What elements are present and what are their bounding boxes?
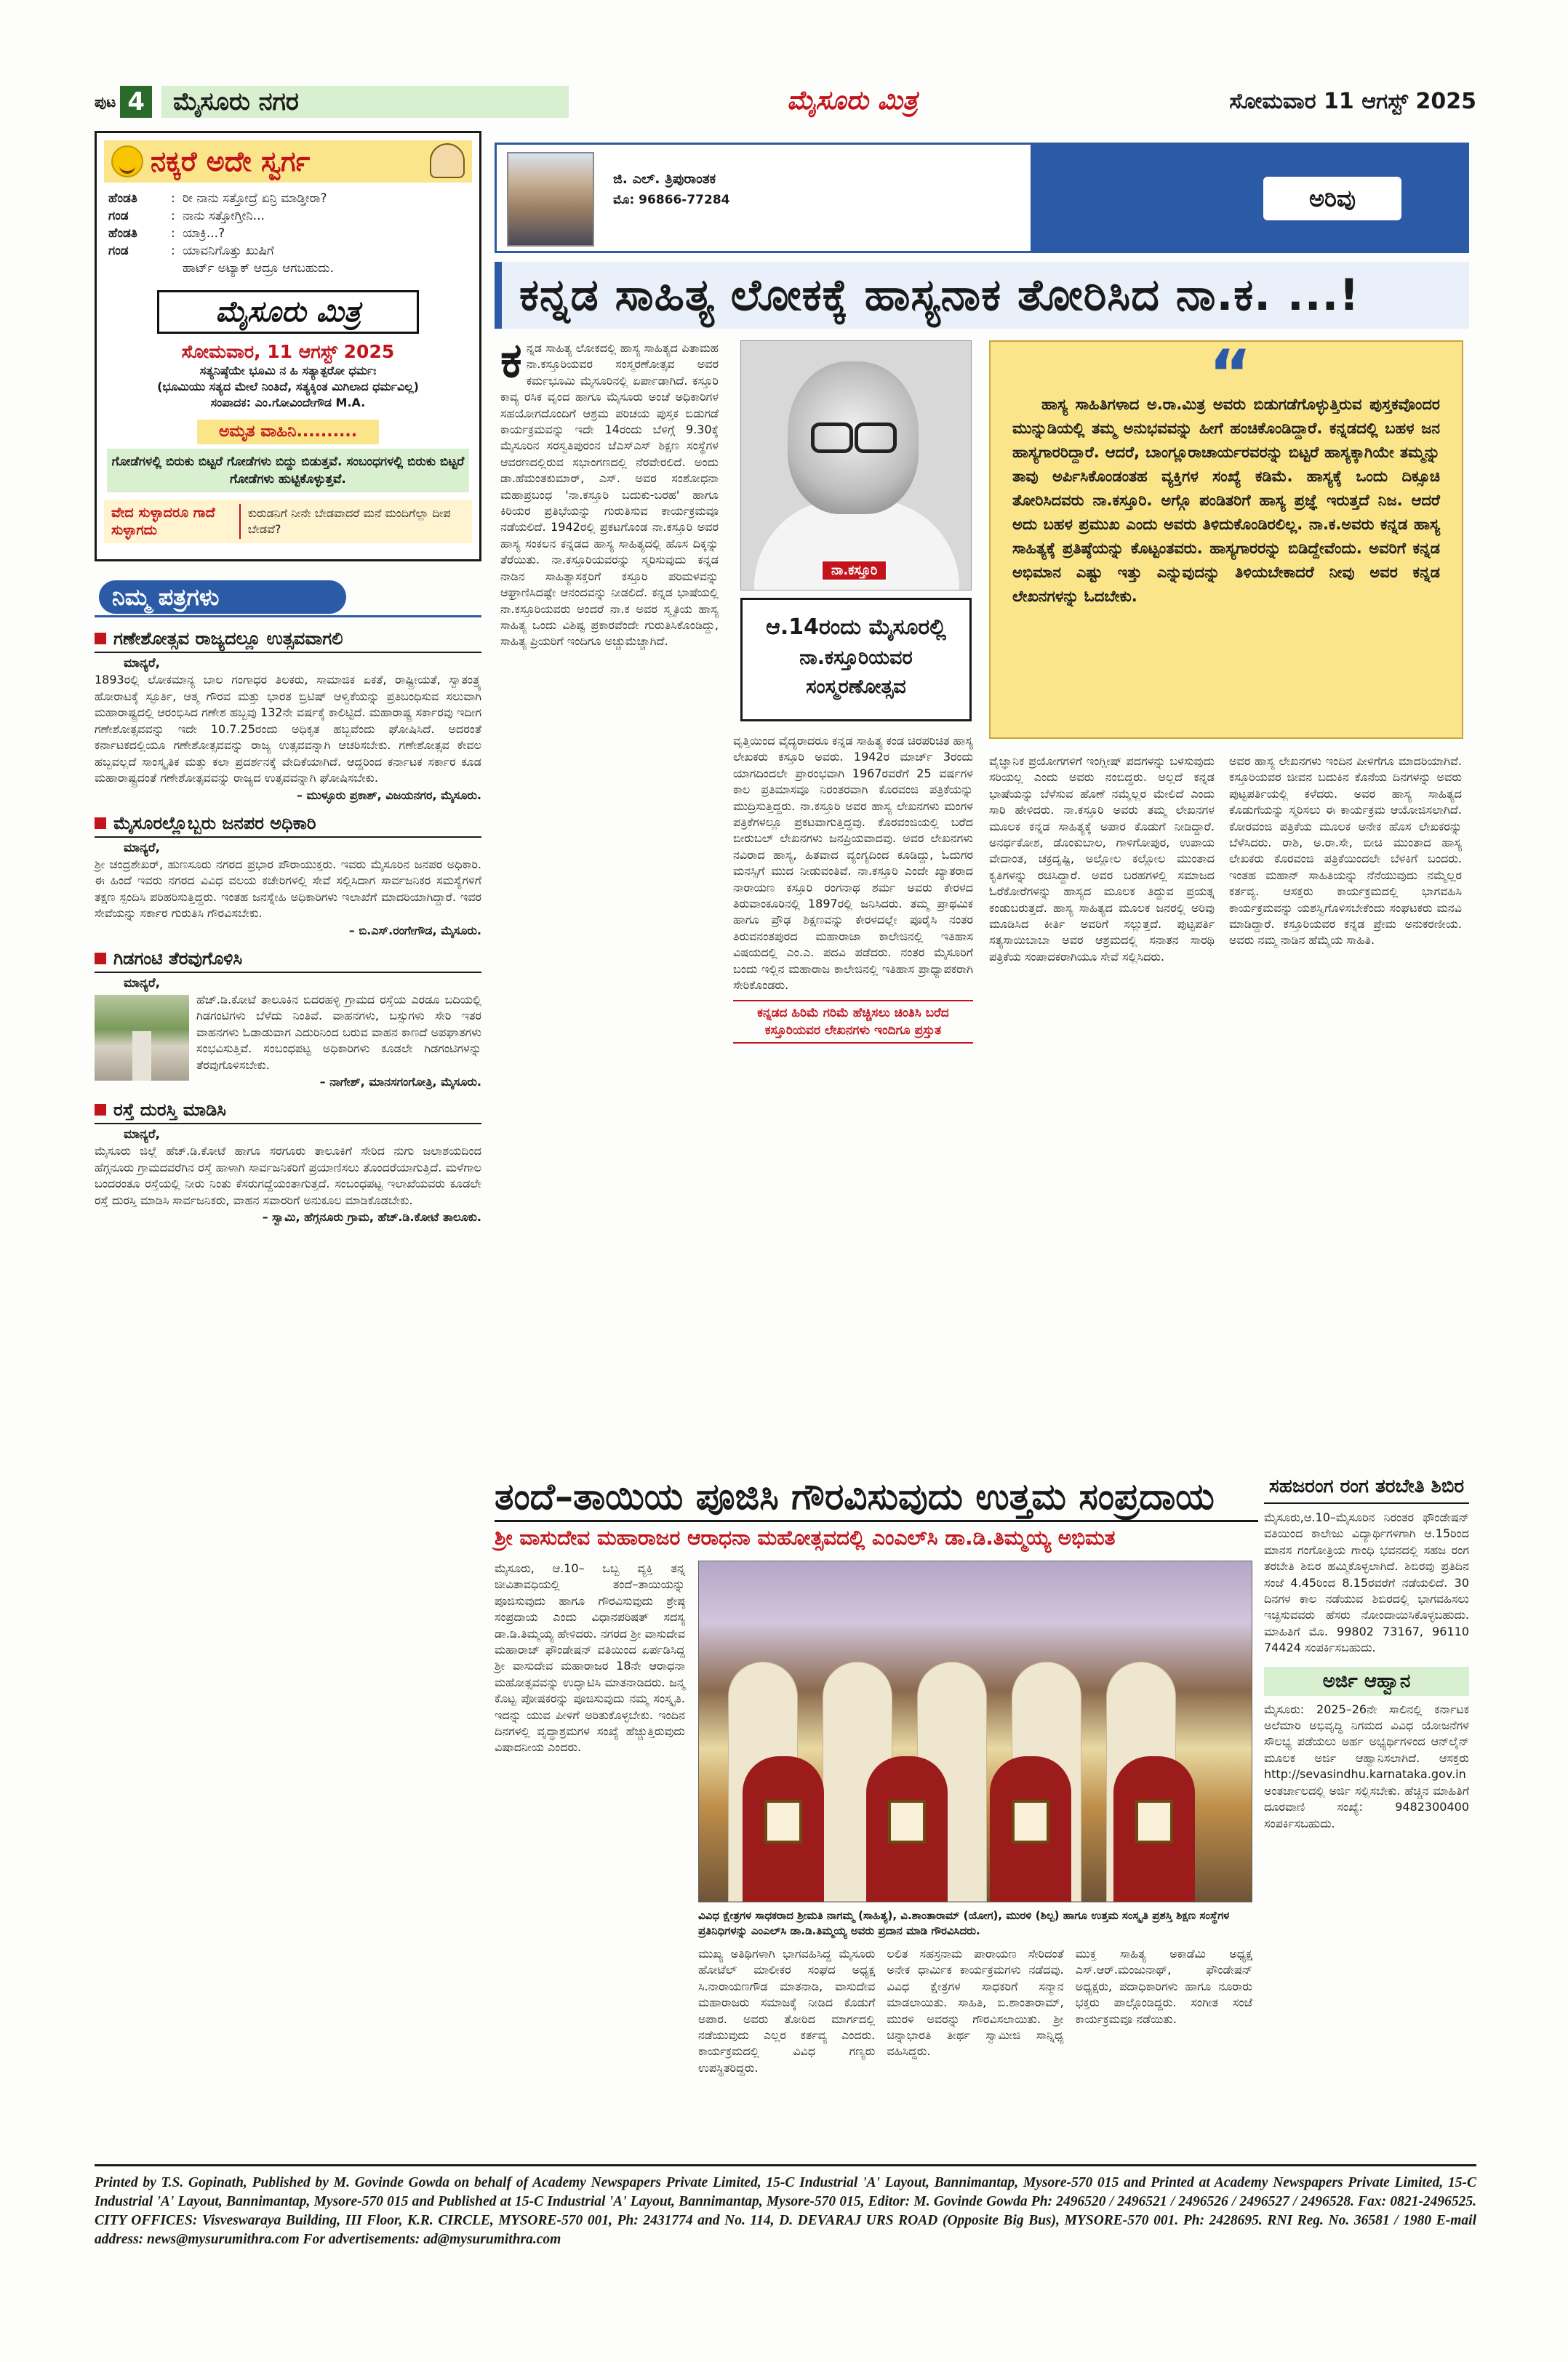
letter-item — [95, 813, 481, 938]
event-line: ನಾ.ಕಸ್ತೂರಿಯವರ — [799, 646, 913, 669]
proverb-text: ಕುರುಡನಿಗೆ ನೀನೇ ಬೇಡವಾದರೆ ಮನೆ ಮಂದಿಗೆಲ್ಲಾ ದೀಪ ಬೇಡವೆ? — [247, 506, 451, 536]
column-tag-box — [1031, 145, 1467, 251]
laughing-face-icon — [111, 145, 143, 177]
letter-signature: – ಬಿ.ಎಸ್.ರಂಗೇಗೌಡ, ಮೈಸೂರು. — [348, 923, 481, 937]
column-text: ಅವರ ಹಾಸ್ಯ ಲೇಖನಗಳು ಇಂದಿನ ಪೀಳಿಗೆಗೂ ಮಾದರಿಯಾಗಿವೆ. ಕಸ್ತೂರಿಯವರ ಜೀವನ ಬದುಕಿನ ಕೊನೆಯ ದಿನಗಳನ್ನು ಅವರು ಪುಟ್ಟಪರ್ತಿಯಲ್ಲಿ ಕಳೆದರು. ಅವರ ಹಾಸ್ಯ ಸಾಹಿತ್ಯದ ಕೊಡುಗೆಯನ್ನು ಸ್ಮರಿಸಲು ಈ ಕಾರ್ಯಕ್ರಮ ಆಯೋಜಿಸಲಾಗಿದೆ. ಕೋರವಂಜಿ ಪತ್ರಿಕೆಯ ಮೂಲಕ ಅನೇಕ ಹೊಸ ಲೇಖಕರನ್ನು ಬೆಳೆಸಿದರು. ರಾಶಿ, ಅ.ರಾ.ಸೇ, ಬೀಚಿ ಮುಂತಾದ ಹಾಸ್ಯ ಲೇಖಕರು ಕೊರವಂಜಿ ಪತ್ರಿಕೆಯಿಂದಲೇ ಬೆಳಕಿಗೆ ಬಂದರು. ಇಂತಹ ಮಹಾನ್ ಸಾಹಿತಿಯನ್ನು ನೆನೆಯುವುದು ನಮ್ಮೆಲ್ಲರ ಕರ್ತವ್ಯ. ಆಸಕ್ತರು ಕಾರ್ಯಕ್ರಮದಲ್ಲಿ ಭಾಗವಹಿಸಿ ಕಾರ್ಯಕ್ರಮವನ್ನು ಯಶಸ್ವಿಗೊಳಿಸಬೇಕೆಂದು ಸಂಘಟಕರು ಮನವಿ ಮಾಡಿದ್ದಾರೆ. ಕಸ್ತೂರಿಯವರ ಕನ್ನಡ ಪ್ರೇಮ ಅನುಕರಣೀಯ. ಅವರು ನಮ್ಮ ನಾಡಿನ ಹೆಮ್ಮೆಯ ಸಾಹಿತಿ. — [1229, 754, 1462, 948]
article-column — [733, 733, 973, 1049]
letter-title — [95, 628, 481, 653]
quote-text: ಹಾಸ್ಯ ಸಾಹಿತಿಗಳಾದ ಅ.ರಾ.ಮಿತ್ರ ಅವರು ಬಿಡುಗಡೆಗೊಳ್ಳುತ್ತಿರುವ ಪುಸ್ತಕವೊಂದರ ಮುನ್ನುಡಿಯಲ್ಲಿ ತಮ್ಮ ಅನುಭವವನ್ನು ಹೀಗೆ ಹಂಚಿಕೊಂಡಿದ್ದಾರೆ. ಕನ್ನಡದಲ್ಲಿ ಬಹಳ ಜನ ಹಾಸ್ಯಗಾರರಿದ್ದಾರೆ. ಆದರೆ, ಬಾಂಗ್ಲೂರಾಚಾರ್ಯರವರನ್ನು ಬಿಟ್ಟರೆ ಹಾಸ್ಯಕ್ಕಾಗಿಯೇ ತಮ್ಮನ್ನು ತಾವು ಅರ್ಪಿಸಿಕೊಂಡಂತಹ ವ್ಯಕ್ತಿಗಳ ಸಂಖ್ಯೆ ಕಡಿಮೆ. ಹಾಸ್ಯಕ್ಕೆ ಒಂದು ದಿಕ್ಸೂಚಿ ತೋರಿಸಿದವರು ನಾ.ಕಸ್ತೂರಿ. ಅಗ್ಗೊ ಪಂಡಿತರಿಗೆ ಹಾಸ್ಯ ಪ್ರಜ್ಞೆ ಇರುತ್ತದೆ ನಿಜ. ಆದರೆ ಅದು ಬಹಳ ಪ್ರಮುಖ ಎಂದು ಅವರು ತಿಳಿದುಕೊಂಡಿರಲಿಲ್ಲ. ನಾ.ಕ.ಅವರು ಕನ್ನಡ ಹಾಸ್ಯ ಸಾಹಿತ್ಯಕ್ಕೆ ಪ್ರತಿಷ್ಠೆಯನ್ನು ಕೊಟ್ಟಂತವರು. ಹಾಸ್ಯಗಾರರನ್ನು ಬಿಡಿದ್ದೇವೆಂದು. ಅವರಿಗೆ ಕನ್ನಡ ಅಭಿಮಾನ ಎಷ್ಟು ಇತ್ತು ಎನ್ನುವುದನ್ನು ತಿಳಿಯಬೇಕಾದರೆ ನೀವು ಅವರ ಕನ್ನಡ ಲೇಖನಗಳನ್ನು ಓದಬೇಕು. — [1012, 396, 1440, 605]
event-column: ಮೈಸೂರು, ಆ.10– ಒಬ್ಬ ವ್ಯಕ್ತಿ ತನ್ನ ಜೀವಿತಾವಧಿಯಲ್ಲಿ ತಂದೆ–ತಾಯಿಯನ್ನು ಪೂಜಿಸುವುದು ಹಾಗೂ ಗೌರವಿಸುವುದು ಶ್ರೇಷ್ಠ ಸಂಪ್ರದಾಯ ಎಂದು ವಿಧಾನಪರಿಷತ್ ಸದಸ್ಯ ಡಾ.ಡಿ.ತಿಮ್ಮಯ್ಯ ಹೇಳಿದರು. ನಗರದ ಶ್ರೀ ವಾಸುದೇವ ಮಹಾರಾಜ್ ಫೌಂಡೇಷನ್ ವತಿಯಿಂದ ಏರ್ಪಡಿಸಿದ್ದ ಶ್ರೀ ವಾಸುದೇವ ಮಹಾರಾಜರ 18ನೇ ಆರಾಧನಾ ಮಹೋತ್ಸವವನ್ನು ಉದ್ಘಾಟಿಸಿ ಮಾತನಾಡಿದರು. ಜನ್ಮ ಕೊಟ್ಟ ಪೋಷಕರನ್ನು ಪೂಜಿಸುವುದು ನಮ್ಮ ಸಂಸ್ಕೃತಿ. ಇದನ್ನು ಯುವ ಪೀಳಿಗೆ ಅರಿತುಕೊಳ್ಳಬೇಕು. ಇಂದಿನ ದಿನಗಳಲ್ಲಿ ವೃದ್ಧಾಶ್ರಮಗಳ ಸಂಖ್ಯೆ ಹೆಚ್ಚುತ್ತಿರುವುದು ವಿಷಾದನೀಯ ಎಂದರು. — [495, 1561, 685, 1755]
letter-signature: – ಸ್ವಾಮಿ, ಹೆಗ್ಗನೂರು ಗ್ರಾಮ, ಹೆಚ್.ಡಿ.ಕೋಟೆ ತಾಲೂಕು. — [262, 1210, 481, 1224]
letter-title-text: ಮೈಸೂರಲ್ಲೊಬ್ಬರು ಜನಪರ ಅಧಿಕಾರಿ — [113, 812, 316, 833]
notice-body: ಮೈಸೂರು: 2025–26ನೇ ಸಾಲಿನಲ್ಲಿ ಕರ್ನಾಟಕ ಅಲೆಮಾರಿ ಅಭಿವೃದ್ಧಿ ನಿಗಮದ ವಿವಿಧ ಯೋಜನೆಗಳ ಸೌಲಭ್ಯ ಪಡೆಯಲು ಅರ್ಹ ಅಭ್ಯರ್ಥಿಗಳಿಂದ ಆನ್‌ಲೈನ್ ಮೂಲಕ ಅರ್ಜಿ ಆಹ್ವಾನಿಸಲಾಗಿದೆ. ಆಸಕ್ತರು http://sevasindhu.karnataka.gov.in ಅಂತರ್ಜಾಲದಲ್ಲಿ ಅರ್ಜಿ ಸಲ್ಲಿಸಬೇಕು. ಹೆಚ್ಚಿನ ಮಾಹಿತಿಗೆ ದೂರವಾಣಿ ಸಂಖ್ಯೆ: 9482300400 ಸಂಪರ್ಕಿಸಬಹುದು. — [1264, 1702, 1469, 1830]
column-tag: ಅರಿವು — [1263, 177, 1401, 220]
amrutha-quote: ಗೋಡೆಗಳಲ್ಲಿ ಬಿರುಕು ಬಿಟ್ಟರೆ ಗೋಡೆಗಳು ಬಿದ್ದು ಬಿಡುತ್ತವೆ. ಸಂಬಂಧಗಳಲ್ಲಿ ಬಿರುಕು ಬಿಟ್ಟರೆ ಗೋಡೆಗಳು ಹುಟ್ಟಿಕೊಳ್ಳುತ್ತವೆ. — [107, 449, 469, 492]
banner-date: ಸೋಮವಾರ, 11 ಆಗಸ್ಟ್ 2025 — [181, 341, 395, 362]
joke-line: ಗಂಡ : ಯಾವನಿಗೊತ್ತು ಖುಷಿಗೆ — [108, 244, 274, 258]
letter-salutation: ಮಾನ್ಯರೆ, — [124, 840, 161, 855]
joke-dialogue — [108, 190, 468, 260]
motto: ಸತ್ಯನಿಷ್ಠೆಯೇ ಭೂಮಿ ನ ಹಿ ಸತ್ಯಾತ್ಪರೋ ಧರ್ಮಃ — [199, 364, 377, 377]
award-frame — [1135, 1800, 1173, 1843]
letter-salutation: ಮಾನ್ಯರೆ, — [124, 1127, 161, 1142]
letters-title: ನಿಮ್ಮ ಪತ್ರಗಳು — [99, 580, 346, 614]
letter-body: ಶ್ರೀ ಚಂದ್ರಶೇಖರ್, ಹುಣಸೂರು ನಗರದ ಪ್ರಭಾರ ಪೌರಾಯುಕ್ತರು. ಇವರು ಮೈಸೂರಿನ ಜನಪರ ಅಧಿಕಾರಿ. ಈ ಹಿಂದೆ ಇವರು ನಗರದ ವಿವಿಧ ವಲಯ ಕಚೇರಿಗಳಲ್ಲಿ ಸೇವೆ ಸಲ್ಲಿಸಿದಾಗ ಸಾರ್ವಜನಿಕರ ಸಮಸ್ಯೆಗಳಿಗೆ ತಕ್ಷಣ ಸ್ಪಂದಿಸಿ ಪರಿಹರಿಸುತ್ತಿದ್ದರು. ಇಂತಹ ಜನಸ್ನೇಹಿ ಅಧಿಕಾರಿಗಳು ಇಲಾಖೆಗೆ ಮಾದರಿಯಾಗಿದ್ದಾರೆ. ಇವರ ಸೇವೆಯನ್ನು ಸರ್ಕಾರ ಗುರುತಿಸಿ ಗೌರವಿಸಬೇಕು. — [95, 857, 481, 920]
speech: ಯಾವನಿಗೊತ್ತು ಖುಷಿಗೆ — [183, 244, 274, 258]
page-number: 4 — [120, 86, 152, 118]
quote-mark-icon: “ — [1209, 336, 1252, 412]
portrait-caption: ನಾ.ಕಸ್ತೂರಿ — [821, 560, 887, 581]
letter-item — [95, 948, 481, 1090]
author-photo — [507, 152, 594, 247]
joke-box — [95, 131, 481, 561]
proverb-box — [104, 500, 472, 543]
proverb-tag: ವೇದ ಸುಳ್ಳಾದರೂ ಗಾದೆ ಸುಳ್ಳಾಗದು — [104, 504, 241, 539]
speech: ಯಾಕ್ರಿ...? — [183, 226, 225, 241]
column-text: ನ್ನಡ ಸಾಹಿತ್ಯ ಲೋಕದಲ್ಲಿ ಹಾಸ್ಯ ಸಾಹಿತ್ಯದ ಪಿತಾಮಹ ನಾ.ಕಸ್ತೂರಿಯವರ ಸಂಸ್ಮರಣೋತ್ಸವ ಅವರ ಕರ್ಮಭೂಮಿ ಮೈಸೂರಿನಲ್ಲಿ ಏರ್ಪಾಡಾಗಿದೆ. ಕಸ್ತೂರಿ ಕಾವ್ಯ ರಸಿಕ ವೃಂದ ಹಾಗೂ ಮೈಸೂರು ಅಂಚೆ ಅಧಿಕಾರಿಗಳ ಸಹಯೋಗದೊಂದಿಗೆ ಆಶ್ರಮ ಪರಿಚಯ ಪುಸ್ತಕ ಬಿಡುಗಡೆ ಕಾರ್ಯಕ್ರಮವನ್ನು ಇದೇ 14ರಂದು ಬೆಳಿಗ್ಗೆ 9.30ಕ್ಕೆ ಮೈಸೂರಿನ ಸರಸ್ವತಿಪುರಂನ ಜೆಎಸ್‌ಎಸ್ ಶಿಕ್ಷಣ ಸಂಸ್ಥೆಗಳ ಆವರಣದಲ್ಲಿರುವ ಸಭಾಂಗಣದಲ್ಲಿ ನೆರವೇರಲಿದೆ. ಅಂದು ಡಾ.ಹೆಮಂತಕುಮಾರ್, ಎಸ್. ಅವರ ಸಂಶೋಧನಾ ಮಹಾಪ್ರಬಂಧ 'ನಾ.ಕಸ್ತೂರಿ ಬದುಕು-ಬರಹ' ಹಾಗೂ ಕಿರಿಯರ ಪ್ರತಿಭೆಯನ್ನು ಗುರುತಿಸುವ ಕಾರ್ಯಕ್ರಮವೂ ನಡೆಯಲಿದೆ. 1942ರಲ್ಲಿ ಪ್ರಕಟಗೊಂಡ ನಾ.ಕಸ್ತೂರಿ ಅವರ ಹಾಸ್ಯ ಸಂಕಲನ ಕನ್ನಡದ ಹಾಸ್ಯ ಸಾಹಿತ್ಯದಲ್ಲಿ ಹೊಸ ದಿಕ್ಕನ್ನು ತೆರೆಯಿತು. ನಾ.ಕಸ್ತೂರಿಯವರನ್ನು ಸ್ಮರಿಸುವುದು ಕನ್ನಡ ನಾಡಿನ ಸಾಹಿತ್ಯಾಸಕ್ತರಿಗೆ ಕಸ್ತೂರಿ ಪರಿಮಳವನ್ನು ಆಘ್ರಾಣಿಸಿದಷ್ಟೇ ಆನಂದವನ್ನು ನೀಡಲಿದೆ. ಕನ್ನಡ ಭಾಷೆಯಲ್ಲಿ ನಾ.ಕಸ್ತೂರಿಯವರು ಅಂದರೆ ನಾ.ಕ ಅವರ ಸ್ಮೃತಿಯ ಹಾಸ್ಯ ಸಾಹಿತ್ಯ ಒಂದು ವಿಶಿಷ್ಟ ಪ್ರಕಾರವೆಂದೇ ಗುರುತಿಸಿಕೊಂಡಿದ್ದು, ಸಾಹಿತ್ಯ ಪ್ರಿಯರಿಗೆ ಇಂದಿಗೂ ಅಚ್ಚುಮೆಚ್ಚಾಗಿದೆ. — [500, 341, 719, 649]
event-column: ಮುಖ್ಯ ಅತಿಥಿಗಳಾಗಿ ಭಾಗವಹಿಸಿದ್ದ ಮೈಸೂರು ಹೋಟೆಲ್ ಮಾಲೀಕರ ಸಂಘದ ಅಧ್ಯಕ್ಷ ಸಿ.ನಾರಾಯಣಗೌಡ ಮಾತನಾಡಿ, ವಾಸುದೇವ ಮಹಾರಾಜರು ಸಮಾಜಕ್ಕೆ ನೀಡಿದ ಕೊಡುಗೆ ಅಪಾರ. ಅವರು ತೋರಿದ ಮಾರ್ಗದಲ್ಲಿ ನಡೆಯುವುದು ಎಲ್ಲರ ಕರ್ತವ್ಯ ಎಂದರು. ಕಾರ್ಯಕ್ರಮದಲ್ಲಿ ವಿವಿಧ ಗಣ್ಯರು ಉಪಸ್ಥಿತರಿದ್ದರು. — [698, 1947, 876, 2075]
event-box — [740, 598, 972, 721]
column-text: ವೃತ್ತಿಯಿಂದ ವೈದ್ಯರಾದರೂ ಕನ್ನಡ ಸಾಹಿತ್ಯ ಕಂಡ ಚಿರಪರಿಚಿತ ಹಾಸ್ಯ ಲೇಖಕರು ಕಸ್ತೂರಿ ಅವರು. 1942ರ ಮಾರ್ಚ್ 3ರಂದು ಯಾಗದಿಂದಲೇ ಪ್ರಾರಂಭವಾಗಿ 1967ರವರೆಗೆ 25 ವರ್ಷಗಳ ಕಾಲ ಪ್ರತಿಮಾಸವೂ ನಿರಂತರವಾಗಿ ಕೊರವಂಜಿ ಪತ್ರಿಕೆಯನ್ನು ಮುದ್ರಿಸುತ್ತಿದ್ದರು. ನಾ.ಕಸ್ತೂರಿ ಅವರ ಹಾಸ್ಯ ಲೇಖನಗಳು ಮಂಗಳ ಪತ್ರಿಕೆಗಳಲ್ಲೂ ಪ್ರಕಟವಾಗುತ್ತಿದ್ದವು. ಕೊರವಂಜಿಯಲ್ಲಿ ಬರೆದ ಬೀರುಬಲ್ ಲೇಖನಗಳು ಜನಪ್ರಿಯವಾದವು. ಅವರ ಲೇಖನಗಳು ನವಿರಾದ ಹಾಸ್ಯ, ಹಿತವಾದ ವ್ಯಂಗ್ಯದಿಂದ ಕೂಡಿದ್ದು, ಓದುಗರ ಮನಸ್ಸಿಗೆ ಮುದ ನೀಡುವಂತಿವೆ. ನಾ.ಕಸ್ತೂರಿ ಎಂದೇ ಖ್ಯಾತರಾದ ನಾರಾಯಣ ಕಸ್ತೂರಿ ರಂಗನಾಥ ಶರ್ಮ ಅವರು ಕೇರಳದ ತಿರುವಾಂಕೂರಿನಲ್ಲಿ 1897ರಲ್ಲಿ ಜನಿಸಿದರು. ತಮ್ಮ ಪ್ರಾಥಮಿಕ ಹಾಗೂ ಪ್ರೌಢ ಶಿಕ್ಷಣವನ್ನು ಕೇರಳದಲ್ಲೇ ಪೂರೈಸಿ ನಂತರ ತಿರುವನಂತಪುರದ ಮಹಾರಾಜಾ ಕಾಲೇಜಿನಲ್ಲಿ ಇತಿಹಾಸ ವಿಷಯದಲ್ಲಿ ಎಂ.ಎ. ಪದವಿ ಪಡೆದರು. ನಂತರ ಮೈಸೂರಿಗೆ ಬಂದು ಇಲ್ಲಿನ ಮಹಾರಾಜ ಕಾಲೇಜಿನಲ್ಲಿ ಇತಿಹಾಸ ಪ್ರಾಧ್ಯಾಪಕರಾಗಿ ಸೇರಿಕೊಂಡರು. — [733, 734, 973, 993]
page-label: ಪುಟ — [95, 93, 116, 111]
photo-caption: ವಿವಿಧ ಕ್ಷೇತ್ರಗಳ ಸಾಧಕರಾದ ಶ್ರೀಮತಿ ನಾಗಮ್ಮ (ಸಾಹಿತ್ಯ), ವಿ.ಶಾಂತಾರಾಮ್ (ಯೋಗ), ಮುರಳಿ (ಶಿಲ್ಪ) ಹಾಗೂ ಉತ್ತಮ ಸಂಸ್ಕೃತಿ ಪ್ರಶಸ್ತಿ ಶಿಕ್ಷಣ ಸಂಸ್ಥೆಗಳ ಪ್ರತಿನಿಧಿಗಳನ್ನು ಎಂಎಲ್‌ಸಿ ಡಾ.ಡಿ.ತಿಮ್ಮಯ್ಯ ಅವರು ಪ್ರದಾನ ಮಾಡಿ ಗೌರವಿಸಿದರು. — [698, 1909, 1230, 1937]
article-column — [500, 332, 719, 650]
letter-salutation: ಮಾನ್ಯರೆ, — [124, 975, 161, 990]
event-headline: ತಂದೆ–ತಾಯಿಯ ಪೂಜಿಸಿ ಗೌರವಿಸುವುದು ಉತ್ತಮ ಸಂಪ್ರದಾಯ — [495, 1473, 1258, 1522]
event-line: ಆ.14ರಂದು ಮೈಸೂರಲ್ಲಿ — [766, 614, 946, 640]
speech: ರೀ ನಾನು ಸತ್ತೋದ್ರೆ ಏನ್ರಿ ಮಾಡ್ತೀರಾ? — [183, 191, 327, 206]
joke-line: ಹೆಂಡತಿ : ರೀ ನಾನು ಸತ್ತೋದ್ರೆ ಏನ್ರಿ ಮಾಡ್ತೀರಾ? — [108, 191, 327, 206]
paper-logo: ಮೈಸೂರು ಮಿತ್ರ — [787, 86, 918, 116]
road-photo — [95, 995, 189, 1081]
bullet-square-icon — [95, 953, 106, 964]
event-line: ಸಂಸ್ಮರಣೋತ್ಸವ — [806, 676, 906, 698]
motto-translation: (ಭೂಮಿಯು ಸತ್ಯದ ಮೇಲೆ ನಿಂತಿದೆ, ಸತ್ಯಕ್ಕಿಂತ ಮಿಗಿಲಾದ ಧರ್ಮವಿಲ್ಲ) — [157, 380, 419, 393]
bullet-square-icon — [95, 1104, 106, 1116]
letter-body: ಮೈಸೂರು ಜಿಲ್ಲೆ ಹೆಚ್.ಡಿ.ಕೋಟೆ ಹಾಗೂ ಸರಗೂರು ತಾಲೂಕಿಗೆ ಸೇರಿದ ನುಗು ಜಲಾಶಯದಿಂದ ಹೆಗ್ಗನೂರು ಗ್ರಾಮದವರೆಗಿನ ರಸ್ತೆ ಹಾಳಾಗಿ ಸಾರ್ವಜನಿಕರಿಗೆ ಪ್ರಯಾಣಿಸಲು ತೊಂದರೆಯಾಗುತ್ತಿದೆ. ಮಳೆಗಾಲ ಬಂದರಂತೂ ರಸ್ತೆಯಲ್ಲಿ ನೀರು ನಿಂತು ಕೆಸರುಗದ್ದೆಯಂತಾಗುತ್ತದೆ. ಸಂಬಂಧಪಟ್ಟ ಇಲಾಖೆಯವರು ಕೂಡಲೇ ರಸ್ತೆ ದುರಸ್ತಿ ಮಾಡಿಸಿ ಸಾರ್ವಜನಿಕರು, ವಾಹನ ಸವಾರರಿಗೆ ಅನುಕೂಲ ಮಾಡಿಕೊಡಬೇಕು. — [95, 1144, 481, 1207]
speaker: ಗಂಡ — [108, 209, 129, 223]
highlight-text: ಕನ್ನಡದ ಹಿರಿಮೆ ಗರಿಮೆ ಹೆಚ್ಚಿಸಲು ಚಿಂತಿಸಿ ಬರೆದ ಕಸ್ತೂರಿಯವರ ಲೇಖನಗಳು ಇಂದಿಗೂ ಪ್ರಸ್ತುತ — [733, 1000, 973, 1044]
joke-line: ಗಂಡ : ನಾನು ಸತ್ತೋಗ್ತೀನಿ... — [108, 209, 265, 223]
page-number-block — [95, 86, 152, 118]
event-column: ಮುಕ್ತ ಸಾಹಿತ್ಯ ಅಕಾಡೆಮಿ ಅಧ್ಯಕ್ಷ ಎಸ್.ಆರ್.ಮಂಜುನಾಥ್, ಫೌಂಡೇಷನ್ ಅಧ್ಯಕ್ಷರು, ಪದಾಧಿಕಾರಿಗಳು ಹಾಗೂ ನೂರಾರು ಭಕ್ತರು ಪಾಲ್ಗೊಂಡಿದ್ದರು. ಸಂಗೀತ ಸಂಜೆ ಕಾರ್ಯಕ್ರಮವೂ ನಡೆಯಿತು. — [1075, 1947, 1252, 2026]
byline-bar — [495, 143, 1469, 253]
letter-body: ಹೆಚ್.ಡಿ.ಕೋಟೆ ತಾಲೂಕಿನ ಬಿದರಹಳ್ಳಿ ಗ್ರಾಮದ ರಸ್ತೆಯ ಎರಡೂ ಬದಿಯಲ್ಲಿ ಗಿಡಗಂಟಿಗಳು ಬೆಳೆದು ನಿಂತಿವೆ. ವಾಹನಗಳು, ಬಸ್ಸುಗಳು ಸೇರಿ ಇತರ ವಾಹನಗಳು ಓಡಾಡುವಾಗ ಎದುರಿನಿಂದ ಬರುವ ವಾಹನ ಕಾಣದೆ ಅಪಘಾತಗಳು ಸಂಭವಿಸುತ್ತಿವೆ. ಸಂಬಂಧಪಟ್ಟ ಅಧಿಕಾರಿಗಳು ಕೂಡಲೇ ಗಿಡಗಂಟಿಗಳನ್ನು ತೆರವುಗೊಳಿಸಬೇಕು. — [196, 992, 481, 1072]
letter-signature: – ನಾಗೇಶ್, ಮಾನಸಗಂಗೋತ್ರಿ, ಮೈಸೂರು. — [319, 1075, 481, 1089]
letter-title-text: ಗಣೇಶೋತ್ಸವ ರಾಜ್ಯದಲ್ಲೂ ಉತ್ಸವವಾಗಲಿ — [113, 628, 343, 649]
speaker: ಹೆಂಡತಿ — [108, 191, 137, 206]
letters-header — [95, 580, 481, 618]
speaker: ಗಂಡ — [108, 244, 129, 258]
sidebar-news — [1264, 1473, 1469, 1832]
paper-nameplate: ಮೈಸೂರು ಮಿತ್ರ — [157, 290, 419, 334]
letter-title — [95, 948, 481, 973]
bullet-square-icon — [95, 633, 106, 644]
article-headline: ಕನ್ನಡ ಸಾಹಿತ್ಯ ಲೋಕಕ್ಕೆ ಹಾಸ್ಯನಾಕ ತೋರಿಸಿದ ನಾ.ಕ. ...! — [495, 262, 1469, 329]
author-phone: ಮೊ: 96866-77284 — [613, 193, 730, 207]
imprint-footer: Printed by T.S. Gopinath, Published by M. Govinde Gowda on behalf of Academy Newspapers Private Limited, 15-C Industrial 'A' Layout, Bannimantap, Mysore-570 015 and Printed at Academy Newspapers Private Limited, 15-C Industrial 'A' Layout, Bannimantap, Mysore-570 015 and Published at 15-C Industrial 'A' Layout, Bannimantap, Mysore-570 015, Editor: M. Govinde Gowda Ph: 2496520 / 2496521 / 2496526 / 2496527 / 2496528. Fax: 0821-2496525. CITY OFFICES: Visveswaraya Building, III Floor, K.R. CIRCLE, MYSORE-570 001, Ph: 2431774 and No. 114, D. DEVARAJ URS ROAD (Opposite Big Bus), MYSORE-570 001. Ph: 2428695. RNI Reg. No. 36581 / 1980 E-mail address: news@mysurumithra.com For advertisements: ad@mysurumithra.com — [95, 2164, 1476, 2249]
divider — [95, 615, 481, 617]
bullet-square-icon — [95, 817, 106, 829]
joke-line: ಹೆಂಡತಿ : ಯಾಕ್ರಿ...? — [108, 226, 225, 241]
letter-body: 1893ರಲ್ಲಿ ಲೋಕಮಾನ್ಯ ಬಾಲ ಗಂಗಾಧರ ತಿಲಕರು, ಸಾಮಾಜಿಕ ಏಕತೆ, ರಾಷ್ಟ್ರೀಯತೆ, ಸ್ವಾತಂತ್ರ್ಯ ಹೋರಾಟಕ್ಕೆ ಸ್ಫೂರ್ತಿ, ಆತ್ಮ ಗೌರವ ಮತ್ತು ಭಾರತ ಬ್ರಿಟಿಷ್ ಆಳ್ವಿಕೆಯನ್ನು ಪ್ರತಿಬಂಧಿಸುವ ಸಲುವಾಗಿ ಮಹಾರಾಷ್ಟ್ರದಲ್ಲಿ ಆರಂಭಿಸಿದ ಗಣೇಶ ಹಬ್ಬವು 132ನೇ ವರ್ಷಕ್ಕೆ ಕಾಲಿಟ್ಟಿದೆ. ಮಹಾರಾಷ್ಟ್ರ ಸರ್ಕಾರವು ಇದೀಗ ಗಣೇಶೋತ್ಸವವನ್ನು ಇದೇ 10.7.25ರಂದು ಅಧಿಕೃತ ಹಬ್ಬವೆಂದು ಘೋಷಿಸಿದೆ. ಅದರಂತೆ ಕರ್ನಾಟಕದಲ್ಲಿಯೂ ಗಣೇಶೋತ್ಸವವನ್ನು ರಾಜ್ಯ ಉತ್ಸವವನ್ನಾಗಿ ಆಚರಿಸಬೇಕು. ಗಣೇಶೋತ್ಸವ ಕೇವಲ ಹಬ್ಬವಲ್ಲದೆ ಸಾಂಸ್ಕೃತಿಕ ಮತ್ತು ಕಲಾ ಪ್ರದರ್ಶನಕ್ಕೆ ವೇದಿಕೆಯಾಗಿದೆ. ಆದ್ದರಿಂದ ಕರ್ನಾಟಕ ಸರ್ಕಾರ ಕೂಡ ಮಹಾರಾಷ್ಟ್ರದಂತೆ ಗಣೇಶೋತ್ಸವವನ್ನು ರಾಜ್ಯದ ಉತ್ಸವವನ್ನಾಗಿ ಘೋಷಿಸಬೇಕು. — [95, 673, 481, 785]
article-body — [495, 332, 1469, 1325]
section-title: ಮೈಸೂರು ನಗರ — [161, 86, 569, 118]
feature-article — [495, 143, 1469, 1325]
letter-item — [95, 1100, 481, 1225]
joke-punchline: ಹಾರ್ಟ್ ಅಟ್ಯಾಕ್ ಆದ್ರೂ ಆಗಬಹುದು. — [183, 261, 334, 276]
event-article — [495, 1473, 1469, 2075]
event-column: ಲಲಿತ ಸಹಸ್ರನಾಮ ಪಾರಾಯಣ ಸೇರಿದಂತೆ ಅನೇಕ ಧಾರ್ಮಿಕ ಕಾರ್ಯಕ್ರಮಗಳು ನಡೆದವು. ವಿವಿಧ ಕ್ಷೇತ್ರಗಳ ಸಾಧಕರಿಗೆ ಸನ್ಮಾನ ಮಾಡಲಾಯಿತು. ಸಾಹಿತಿ, ಬಿ.ಶಾಂತಾರಾಮ್, ಮುರಳಿ ಅವರನ್ನು ಗೌರವಿಸಲಾಯಿತು. ಶ್ರೀ ಚಿನ್ನಾಭಾರತಿ ತೀರ್ಥ ಸ್ವಾಮೀಜಿ ಸಾನ್ನಿಧ್ಯ ವಹಿಸಿದ್ದರು. — [887, 1947, 1064, 2059]
letter-salutation: ಮಾನ್ಯರೆ, — [124, 656, 161, 670]
award-frame — [888, 1800, 926, 1843]
article-column — [1229, 753, 1462, 949]
dropcap: ಕ — [500, 332, 522, 388]
left-column — [95, 131, 481, 1225]
sidebar-body: ಮೈಸೂರು,ಆ.10–ಮೈಸೂರಿನ ನಿರಂತರ ಫೌಂಡೇಷನ್ ವತಿಯಿಂದ ಕಾಲೇಜು ವಿದ್ಯಾರ್ಥಿಗಳಿಗಾಗಿ ಆ.15ರಿಂದ ಮಾನಸ ಗಂಗೋತ್ರಿಯ ಗಾಂಧಿ ಭವನದಲ್ಲಿ ಸಹಜ ರಂಗ ತರಬೇತಿ ಶಿಬಿರ ಹಮ್ಮಿಕೊಳ್ಳಲಾಗಿದೆ. ಶಿಬಿರವು ಪ್ರತಿದಿನ ಸಂಜೆ 4.45ರಿಂದ 8.15ರವರೆಗೆ ನಡೆಯಲಿದೆ. 30 ದಿನಗಳ ಕಾಲ ನಡೆಯುವ ಶಿಬಿರದಲ್ಲಿ ಭಾಗವಹಿಸಲು ಇಚ್ಛಿಸುವವರು ಹೆಸರು ನೋಂದಾಯಿಸಿಕೊಳ್ಳಬಹುದು. ಮಾಹಿತಿಗೆ ಮೊ. 99802 73167, 96110 74424 ಸಂಪರ್ಕಿಸಬಹುದು. — [1264, 1510, 1469, 1655]
letter-title-text: ರಸ್ತೆ ದುರಸ್ತಿ ಮಾಡಿಸಿ — [113, 1100, 226, 1120]
event-photo — [698, 1561, 1252, 1902]
letter-title — [95, 1100, 481, 1124]
award-frame — [764, 1800, 802, 1843]
amrutha-title: ಅಮೃತ ವಾಹಿನಿ.......... — [197, 420, 379, 444]
letter-title — [95, 813, 481, 838]
letter-signature: – ಮುಳ್ಳೂರು ಪ್ರಕಾಶ್, ವಿಜಯನಗರ, ಮೈಸೂರು. — [296, 788, 481, 802]
column-text: ವೈಜ್ಞಾನಿಕ ಪ್ರಯೋಗಗಳಿಗೆ ಇಂಗ್ಲೀಷ್ ಪದಗಳನ್ನು ಬಳಸುವುದು ಸರಿಯಲ್ಲ ಎಂದು ಅವರು ನಂಬಿದ್ದರು. ಅಲ್ಲದೆ ಕನ್ನಡ ಭಾಷೆಯನ್ನು ಬೆಳೆಸುವ ಹೊಣೆ ನಮ್ಮೆಲ್ಲರ ಮೇಲಿದೆ ಎಂದು ಸಾರಿ ಹೇಳಿದರು. ನಾ.ಕಸ್ತೂರಿ ಅವರು ತಮ್ಮ ಲೇಖನಗಳ ಮೂಲಕ ಕನ್ನಡ ಸಾಹಿತ್ಯಕ್ಕೆ ಅಪಾರ ಕೊಡುಗೆ ನೀಡಿದ್ದಾರೆ. ಅನರ್ಥಕೋಶ, ಡೊಂಕುಬಾಲ, ಗಾಳಿಗೋಪುರ, ಉಪಾಯ ವೇದಾಂತ, ಚಕ್ರದೃಷ್ಟಿ, ಅಲ್ಲೋಲ ಕಲ್ಲೋಲ ಮುಂತಾದ ಕೃತಿಗಳನ್ನು ರಚಿಸಿದ್ದಾರೆ. ಅವರ ಬರಹಗಳಲ್ಲಿ ಸಮಾಜದ ಓರೆಕೋರೆಗಳನ್ನು ಹಾಸ್ಯದ ಮೂಲಕ ತಿದ್ದುವ ಪ್ರಯತ್ನ ಕಂಡುಬರುತ್ತದೆ. ಹಾಸ್ಯ ಸಾಹಿತ್ಯದ ಮೂಲಕ ಜನರಲ್ಲಿ ಅರಿವು ಮೂಡಿಸಿದ ಕೀರ್ತಿ ಅವರಿಗೆ ಸಲ್ಲುತ್ತದೆ. ಪುಟ್ಟಪರ್ತಿ ಸತ್ಯಸಾಯಿಬಾಬಾ ಅವರ ಆಶ್ರಮದಲ್ಲಿ ಸನಾತನ ಸಾರಥಿ ಪತ್ರಿಕೆಯ ಸಂಪಾದಕರಾಗಿಯೂ ಸೇವೆ ಸಲ್ಲಿಸಿದರು. — [989, 754, 1215, 964]
issue-date: ಸೋಮವಾರ 11 ಆಗಸ್ಟ್ 2025 — [1229, 89, 1476, 114]
joke-title: ನಕ್ಕರೆ ಅದೇ ಸ್ವರ್ಗ — [151, 145, 311, 177]
speaker: ಹೆಂಡತಿ — [108, 226, 137, 241]
joke-header — [104, 140, 472, 183]
notice-headline: ಅರ್ಜಿ ಆಹ್ವಾನ — [1264, 1667, 1469, 1696]
event-columns — [698, 1946, 1252, 2076]
editor-line: ಸಂಪಾದಕ: ಎಂ.ಗೋವಿಂದೇಗೌಡ M.A. — [210, 396, 366, 409]
letter-item — [95, 628, 481, 803]
article-column — [989, 753, 1215, 965]
cartoon-mascot-icon — [430, 143, 465, 178]
sidebar-headline: ಸಹಜರಂಗ ರಂಗ ತರಬೇತಿ ಶಿಬಿರ — [1264, 1473, 1469, 1504]
award-frame — [1012, 1800, 1049, 1843]
author-name: ಜಿ. ಎಲ್. ತ್ರಿಪುರಾಂತಕ — [613, 171, 716, 187]
speech: ನಾನು ಸತ್ತೋಗ್ತೀನಿ... — [183, 209, 265, 223]
letter-title-text: ಗಿಡಗಂಟಿ ತೆರವುಗೊಳಿಸಿ — [113, 948, 243, 969]
event-subheadline: ಶ್ರೀ ವಾಸುದೇವ ಮಹಾರಾಜರ ಆರಾಧನಾ ಮಹೋತ್ಸವದಲ್ಲಿ ಎಂಎಲ್‌ಸಿ ಡಾ.ಡಿ.ತಿಮ್ಮಯ್ಯ ಅಭಿಮತ — [495, 1526, 1116, 1550]
portrait-photo — [740, 340, 972, 590]
page-masthead — [95, 86, 1476, 118]
spectacles-icon — [811, 423, 897, 447]
pull-quote — [989, 336, 1463, 739]
